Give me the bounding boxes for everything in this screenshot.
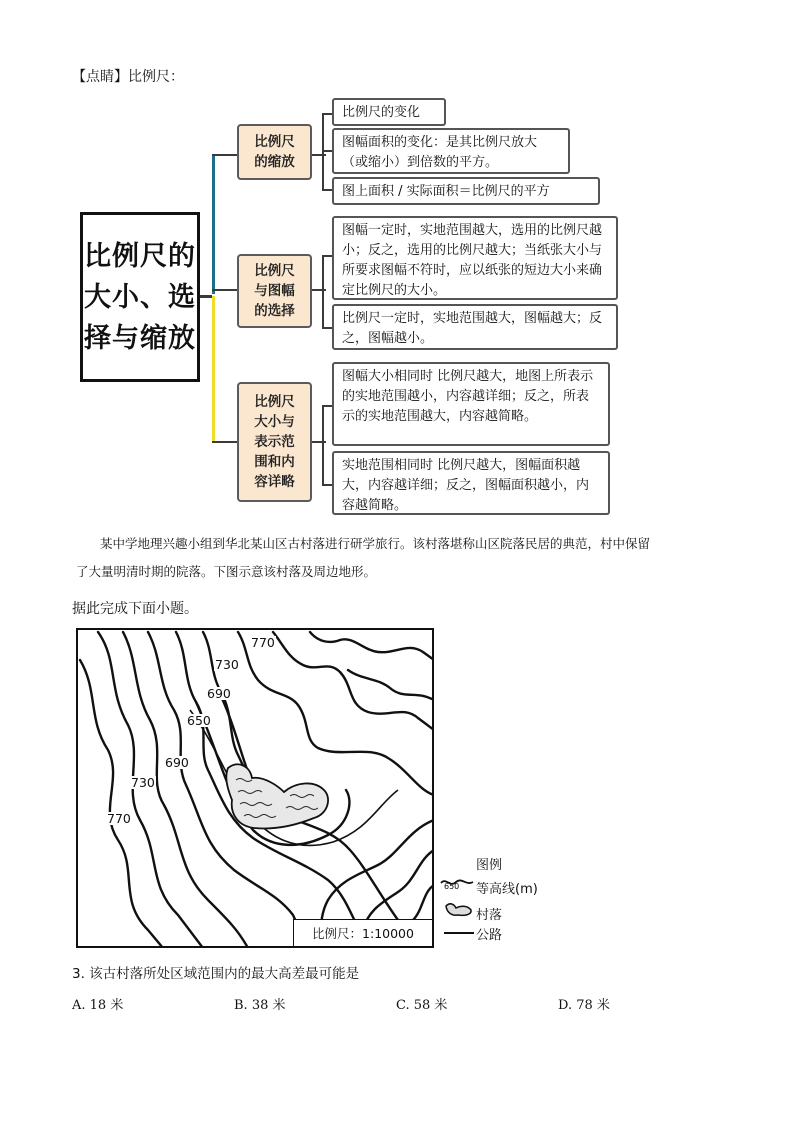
mindmap-connector [322, 255, 324, 327]
mindmap-connector [312, 289, 326, 291]
legend-contour: 等高线(m) [476, 882, 538, 897]
mindmap-connector [322, 189, 332, 191]
mindmap-branch-label: 比例尺大小与表示范围和内容详略 [254, 394, 295, 490]
mindmap-connector [212, 296, 215, 441]
map-scale [293, 919, 432, 946]
note-title: 【点睛】比例尺： [72, 69, 184, 85]
map-legend [440, 852, 550, 944]
mindmap-connector [212, 154, 237, 156]
mindmap-branch-selection [237, 254, 312, 328]
legend-title: 图例 [476, 858, 503, 873]
mindmap-leaf: 比例尺的变化 [332, 98, 446, 126]
mindmap-connector [212, 441, 237, 443]
question-stem: 3. 该古村落所处区域范围内的最大高差最可能是 [72, 966, 360, 982]
option-c[interactable]: C. 58 米 [396, 998, 448, 1013]
contour-label: 770 [251, 635, 275, 650]
instruction: 据此完成下面小题。 [72, 601, 198, 617]
map-scale-label: 比例尺：1:10000 [312, 926, 414, 941]
mindmap-root [80, 212, 200, 382]
mindmap-leaf: 图幅面积的变化：是其比例尺放大（或缩小）到倍数的平方。 [332, 128, 570, 174]
option-d[interactable]: D. 78 米 [558, 998, 610, 1013]
legend-village: 村落 [476, 908, 503, 923]
contour-label: 730 [131, 775, 155, 790]
passage-line: 某中学地理兴趣小组到华北某山区古村落进行研学旅行。该村落堪称山区院落民居的典范，村中保留 [100, 536, 651, 551]
mindmap-connector [312, 154, 326, 156]
mindmap-branch-detail [237, 382, 312, 502]
mindmap-root-label: 比例尺的大小、选择与缩放 [84, 240, 196, 354]
road-icon [444, 932, 474, 934]
mindmap-connector [322, 150, 332, 152]
option-a[interactable]: A. 18 米 [72, 998, 124, 1013]
contour-label: 650 [187, 713, 211, 728]
mindmap-branch-label: 比例尺与图幅的选择 [254, 263, 295, 319]
mindmap-branch-scaling [237, 124, 312, 180]
mindmap-connector [322, 255, 332, 257]
legend-contour-sample: 650 [444, 882, 460, 891]
mindmap-leaf: 比例尺一定时，实地范围越大，图幅越大；反之，图幅越小。 [332, 304, 618, 350]
mindmap-connector [322, 327, 332, 329]
mindmap-leaf: 实地范围相同时 比例尺越大，图幅面积越大，内容越详细；反之，图幅面积越小，内容越简略。 [332, 451, 610, 515]
mindmap-connector [322, 113, 324, 190]
topographic-map [76, 628, 434, 948]
mindmap-connector [312, 441, 326, 443]
mindmap-leaf: 图幅大小相同时 比例尺越大，地图上所表示的实地范围越小，内容越详细；反之，所表示的实地范围越大，内容越简略。 [332, 362, 610, 446]
village-icon [444, 900, 474, 918]
mindmap-leaf: 图幅一定时，实地范围越大，选用的比例尺越小；反之，选用的比例尺越大；当纸张大小与所要求图幅不符时，应以纸张的短边大小来确定比例尺的大小。 [332, 216, 618, 300]
mindmap-connector [322, 484, 332, 486]
contour-label: 690 [165, 755, 189, 770]
mindmap-connector [200, 295, 212, 298]
mindmap-connector [212, 289, 237, 291]
mindmap-connector [322, 405, 324, 485]
contour-label: 690 [207, 686, 231, 701]
passage-line: 了大量明清时期的院落。下图示意该村落及周边地形。 [76, 564, 377, 579]
option-b[interactable]: B. 38 米 [234, 998, 286, 1013]
passage [76, 530, 736, 586]
contour-label: 770 [107, 811, 131, 826]
mindmap-connector [322, 113, 332, 115]
mindmap-branch-label: 比例尺的缩放 [254, 134, 295, 170]
village-area [226, 764, 328, 828]
legend-road: 公路 [476, 928, 503, 943]
contour-label: 730 [215, 657, 239, 672]
mindmap-leaf: 图上面积 / 实际面积＝比例尺的平方 [332, 177, 600, 205]
mindmap-connector [212, 154, 215, 294]
mindmap-connector [322, 405, 332, 407]
